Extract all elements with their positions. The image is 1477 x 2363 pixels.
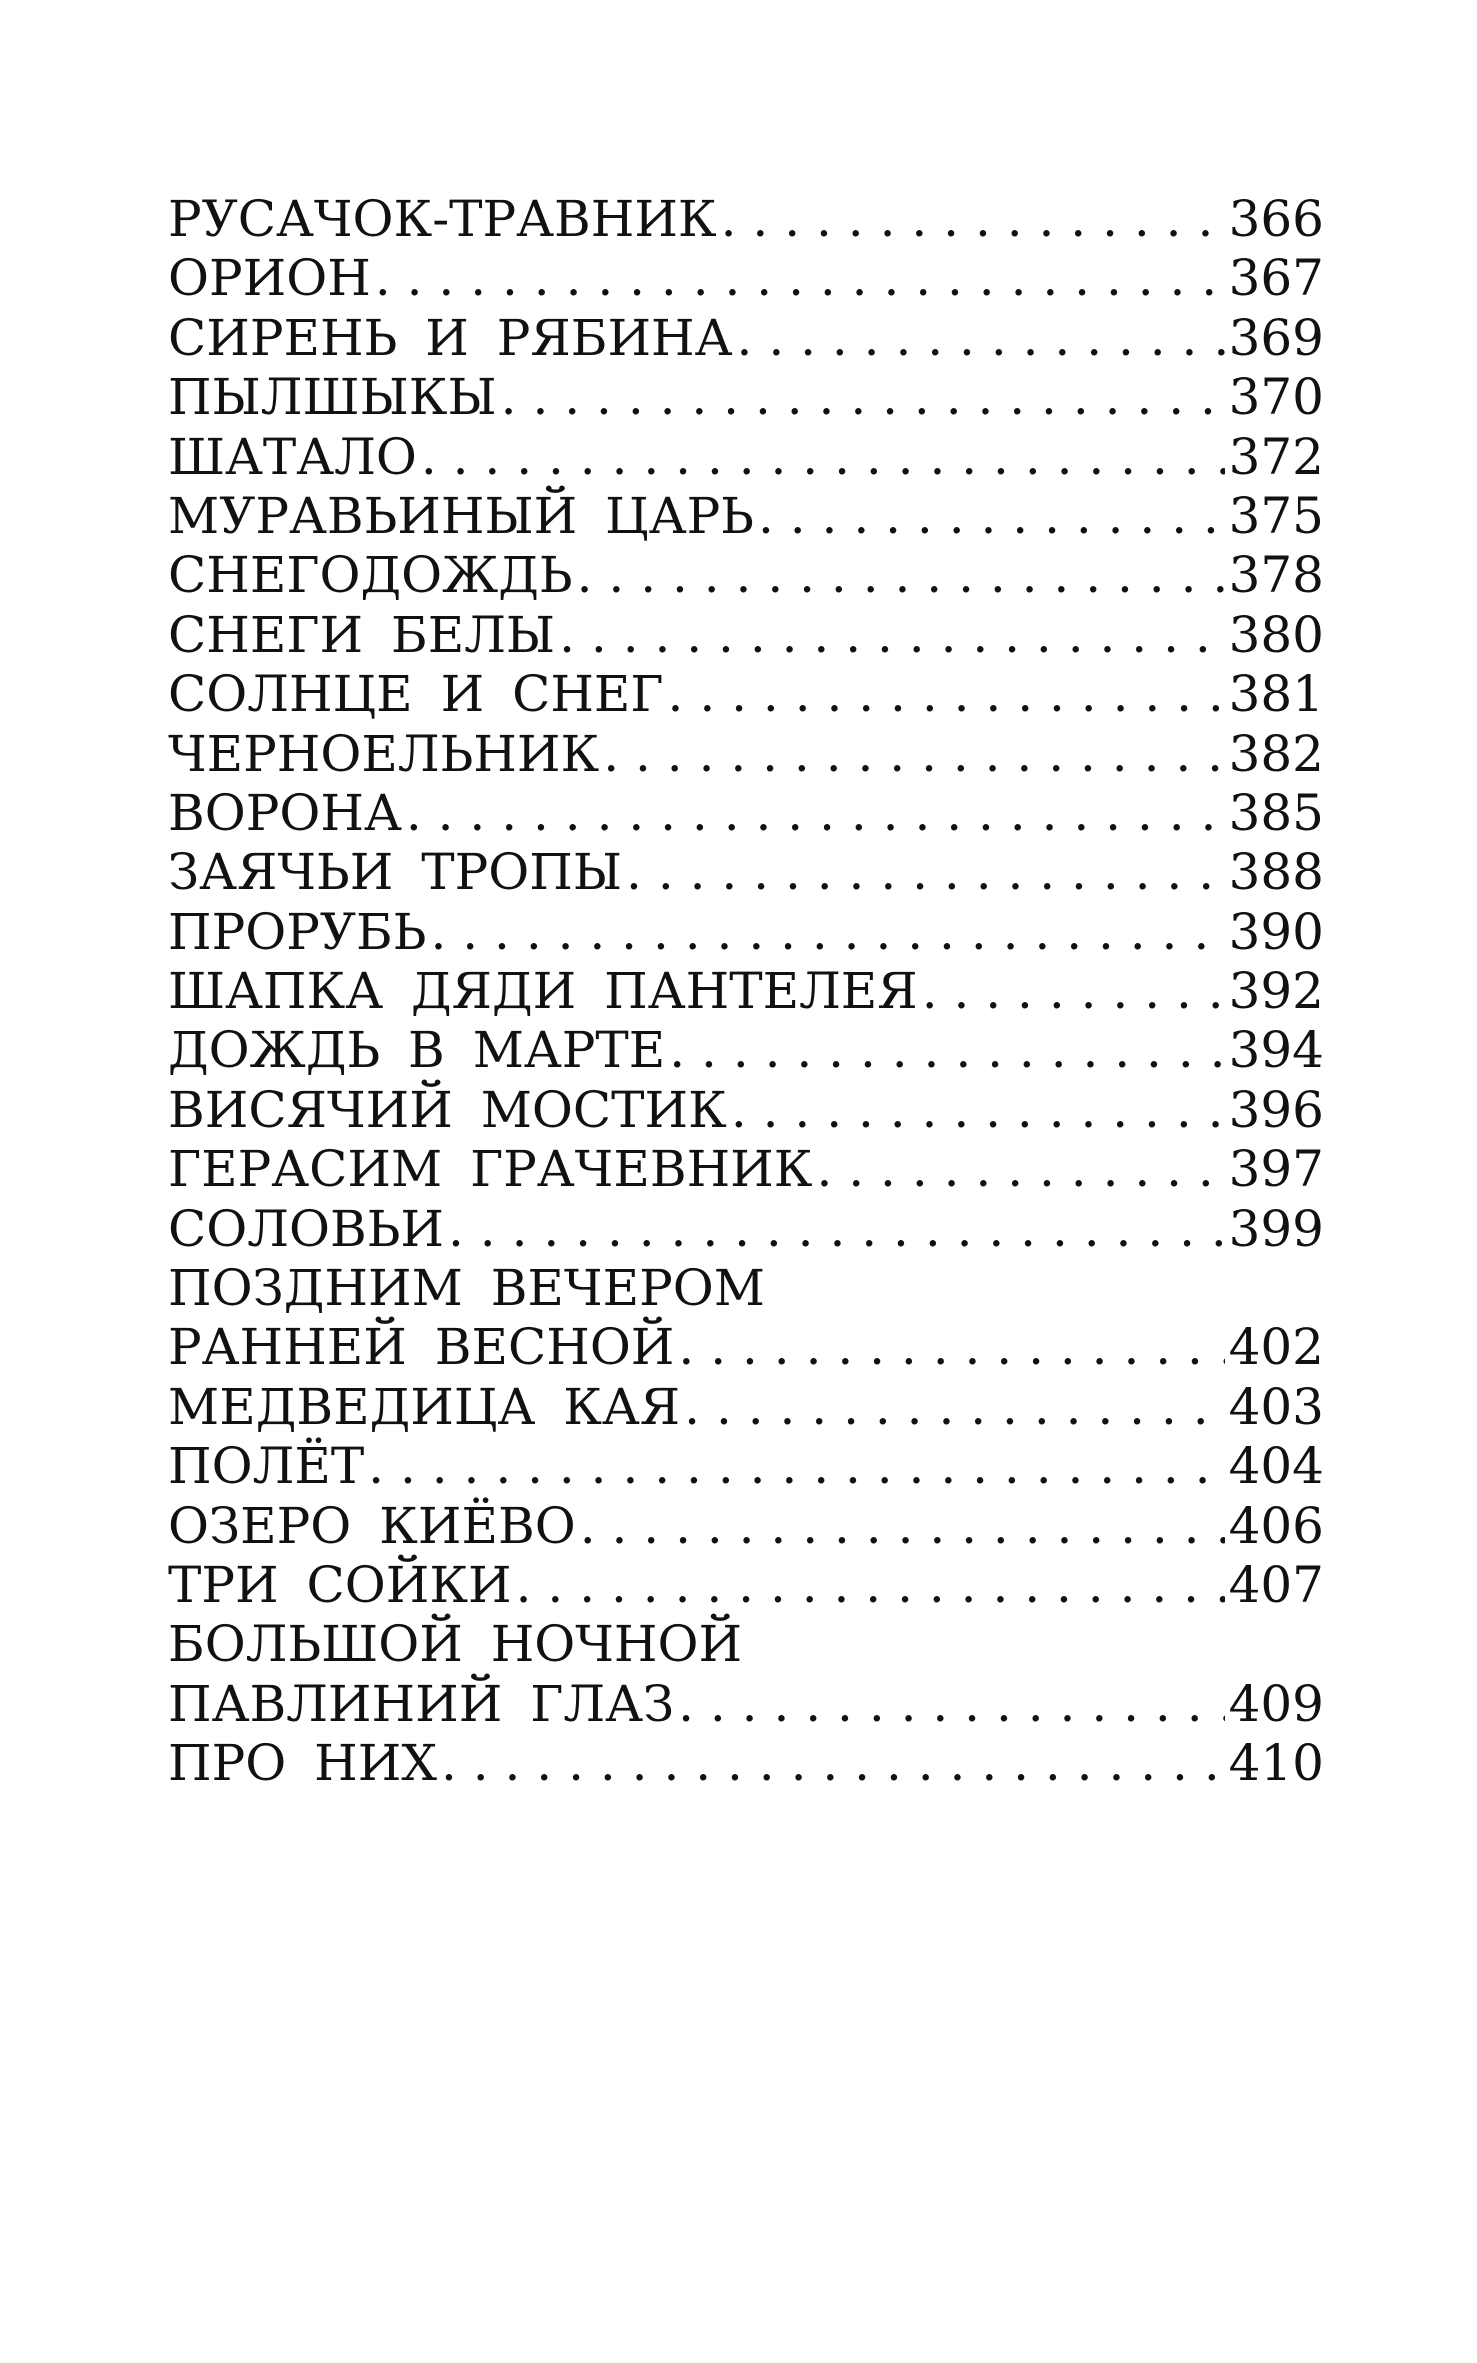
toc-entry-page: 390	[1228, 902, 1324, 961]
toc-entry-page: 369	[1228, 308, 1324, 367]
toc-entry-page: 410	[1228, 1734, 1324, 1793]
toc-entry-title: ГЕРАСИМ ГРАЧЕВНИК	[168, 1140, 813, 1199]
toc-entry	[168, 1556, 1324, 1615]
toc-entry	[168, 784, 1324, 843]
toc-entry	[168, 1497, 1324, 1556]
toc-entry-title-line1: БОЛЬШОЙ НОЧНОЙ	[168, 1615, 743, 1674]
toc-entry	[168, 1021, 1324, 1080]
toc-entry-page: 392	[1228, 962, 1324, 1021]
toc-entry-page: 380	[1228, 605, 1324, 664]
toc-entry-page: 394	[1228, 1021, 1324, 1080]
dot-leader	[444, 1200, 1225, 1259]
toc-entry-first-line	[168, 1615, 1324, 1674]
dot-leader	[717, 190, 1225, 249]
dot-leader	[918, 962, 1225, 1021]
toc-entry-title: СНЕГОДОЖДЬ	[168, 546, 573, 605]
toc-entry-title: ОЗЕРО КИЁВО	[168, 1496, 576, 1555]
toc-entry-page: 407	[1228, 1555, 1324, 1614]
toc-entry-title: ШАПКА ДЯДИ ПАНТЕЛЕЯ	[168, 962, 918, 1021]
toc-entry-page: 367	[1228, 249, 1324, 308]
toc-entry-title: МУРАВЬИНЫЙ ЦАРЬ	[168, 486, 754, 545]
toc-entry	[168, 487, 1324, 546]
toc-entry-title: ШАТАЛО	[168, 427, 417, 486]
dot-leader	[437, 1734, 1225, 1793]
dot-leader	[512, 1556, 1225, 1615]
toc-entry	[168, 1081, 1324, 1140]
toc-entry-title: ПОЛЁТ	[168, 1437, 365, 1496]
toc-entry-title: ТРИ СОЙКИ	[168, 1555, 512, 1614]
toc-entry-page: 404	[1228, 1437, 1324, 1496]
toc-entry-title: ВОРОНА	[168, 783, 402, 842]
toc-entry-page: 397	[1228, 1140, 1324, 1199]
toc-entry-page: 388	[1228, 843, 1324, 902]
toc-entry-page: 406	[1228, 1496, 1324, 1555]
toc-entry-page: 370	[1228, 368, 1324, 427]
toc-entry-page: 366	[1228, 189, 1324, 248]
toc-entry-title: ДОЖДЬ В МАРТЕ	[168, 1021, 666, 1080]
table-of-contents	[168, 190, 1324, 1794]
dot-leader	[497, 368, 1225, 427]
toc-entry	[168, 309, 1324, 368]
toc-entry-page: 378	[1228, 546, 1324, 605]
toc-entry	[168, 665, 1324, 724]
toc-entry-title: ПЫЛШЫКЫ	[168, 368, 497, 427]
toc-entry	[168, 1140, 1324, 1199]
toc-entry	[168, 428, 1324, 487]
dot-leader	[733, 309, 1225, 368]
dot-leader	[371, 249, 1225, 308]
toc-entry	[168, 843, 1324, 902]
dot-leader	[599, 725, 1224, 784]
toc-entry	[168, 368, 1324, 427]
dot-leader	[665, 1021, 1224, 1080]
dot-leader	[555, 606, 1224, 665]
toc-entry-title: СИРЕНЬ И РЯБИНА	[168, 308, 733, 367]
toc-entry-page: 402	[1228, 1318, 1324, 1377]
toc-entry-page: 385	[1228, 783, 1324, 842]
dot-leader	[674, 1318, 1224, 1377]
dot-leader	[417, 428, 1225, 487]
dot-leader	[727, 1081, 1225, 1140]
toc-entry-page: 381	[1228, 665, 1324, 724]
dot-leader	[402, 784, 1225, 843]
dot-leader	[576, 1497, 1225, 1556]
toc-entry-title: ВИСЯЧИЙ МОСТИК	[168, 1080, 727, 1139]
toc-entry	[168, 1200, 1324, 1259]
toc-entry-page: 372	[1228, 427, 1324, 486]
toc-entry-page: 382	[1228, 724, 1324, 783]
toc-entry-page: 396	[1228, 1080, 1324, 1139]
toc-entry-page: 409	[1228, 1674, 1324, 1733]
toc-entry-title: ПАВЛИНИЙ ГЛАЗ	[168, 1674, 675, 1733]
toc-entry	[168, 190, 1324, 249]
toc-entry-title: ПРО НИХ	[168, 1734, 437, 1793]
toc-entry	[168, 962, 1324, 1021]
toc-entry-title: ЧЕРНОЕЛЬНИК	[168, 724, 600, 783]
toc-entry-first-line	[168, 1259, 1324, 1318]
toc-entry-title: МЕДВЕДИЦА КАЯ	[168, 1377, 681, 1436]
dot-leader	[426, 903, 1224, 962]
toc-entry	[168, 1437, 1324, 1496]
toc-entry-title: СОЛОВЬИ	[168, 1199, 445, 1258]
toc-entry-title: СОЛНЦЕ И СНЕГ	[168, 665, 664, 724]
dot-leader	[573, 546, 1225, 605]
toc-entry-title: СНЕГИ БЕЛЫ	[168, 605, 556, 664]
toc-entry	[168, 1378, 1324, 1437]
toc-entry-title: РАННЕЙ ВЕСНОЙ	[168, 1318, 675, 1377]
toc-entry	[168, 606, 1324, 665]
dot-leader	[364, 1437, 1224, 1496]
toc-entry-title: ОРИОН	[168, 249, 371, 308]
dot-leader	[812, 1140, 1224, 1199]
toc-entry	[168, 1318, 1324, 1377]
toc-entry	[168, 1734, 1324, 1793]
toc-entry	[168, 903, 1324, 962]
toc-entry-title: РУСАЧОК-ТРАВНИК	[168, 189, 717, 248]
toc-entry-page: 403	[1228, 1377, 1324, 1436]
toc-entry	[168, 725, 1324, 784]
dot-leader	[664, 665, 1225, 724]
dot-leader	[754, 487, 1225, 546]
toc-entry-title: ПРОРУБЬ	[168, 902, 427, 961]
toc-entry-page: 375	[1228, 486, 1324, 545]
toc-entry-title: ЗАЯЧЬИ ТРОПЫ	[168, 843, 623, 902]
dot-leader	[674, 1675, 1224, 1734]
toc-entry	[168, 1675, 1324, 1734]
toc-entry	[168, 249, 1324, 308]
toc-entry-page: 399	[1228, 1199, 1324, 1258]
dot-leader	[622, 843, 1225, 902]
dot-leader	[680, 1378, 1224, 1437]
toc-entry	[168, 546, 1324, 605]
toc-entry-title-line1: ПОЗДНИМ ВЕЧЕРОМ	[168, 1259, 765, 1318]
